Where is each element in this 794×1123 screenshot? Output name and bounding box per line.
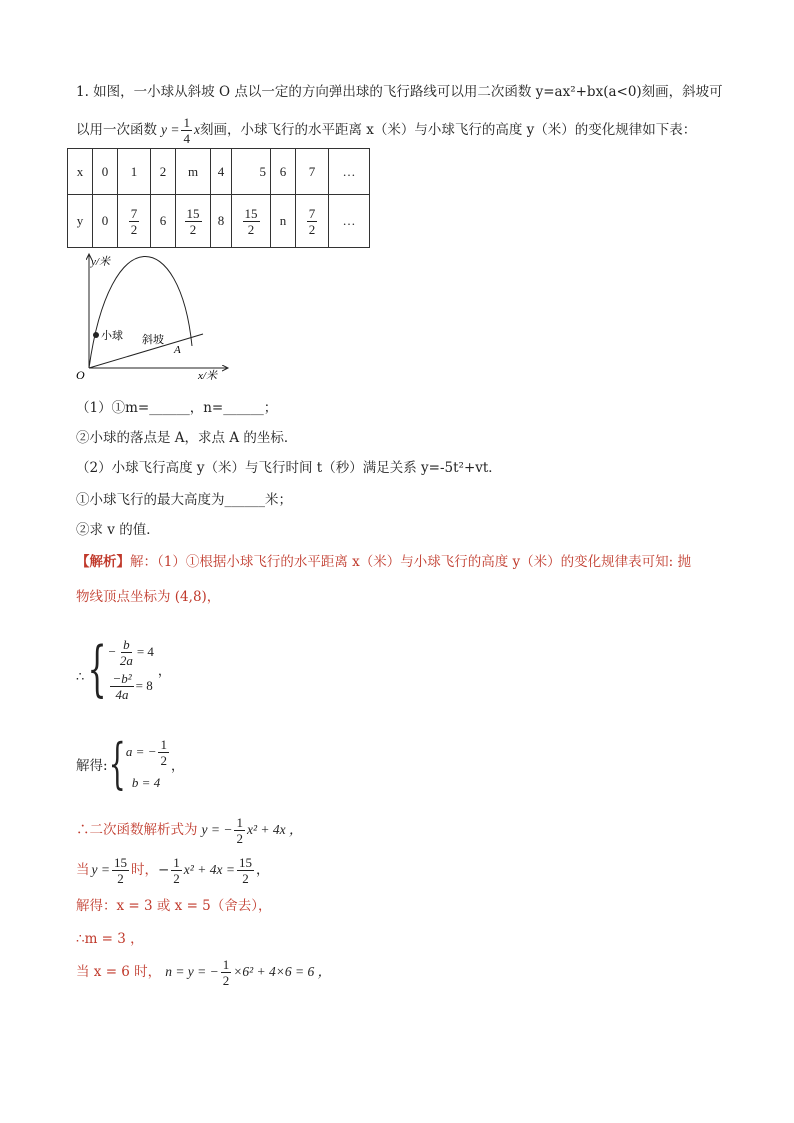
- left-brace: {: [87, 634, 107, 704]
- y-axis-label: y/米: [91, 256, 110, 268]
- system-1-eq-1: − $\frac{b}{2a}$ = 4: [108, 636, 154, 668]
- function-result-line: ∴二次函数解析式为 y = − $\frac{1}{2}$ x² + 4x ，: [76, 814, 303, 846]
- table-cell: n: [271, 195, 296, 248]
- slope-function-x: x: [193, 122, 200, 137]
- slope-label: 斜坡: [142, 334, 164, 346]
- m-result-line: ∴m = 3 ，: [76, 931, 144, 947]
- table-cell: 1: [118, 149, 151, 195]
- slope-function-y: y =: [161, 122, 180, 137]
- table-row-y: [68, 195, 370, 248]
- equation-system-2: [76, 730, 184, 798]
- system-1-eq-2: $\frac{\text{−b²}}{4a}$ = 8: [112, 670, 153, 702]
- comma: ，: [157, 663, 171, 679]
- table-cell: $\frac{7}{2}$: [296, 195, 329, 248]
- question-2-1: ①小球飞行的最大高度为______米；: [76, 492, 292, 508]
- ball-point: [93, 332, 99, 338]
- table-cell: $\frac{15}{2}$: [232, 195, 271, 248]
- table-cell: 0: [93, 149, 118, 195]
- solution-line-1: [76, 552, 691, 572]
- system-2-eq-2: b = 4: [131, 775, 161, 790]
- problem-line-2: [76, 110, 696, 150]
- table-cell: 6: [151, 195, 176, 248]
- table-cell: x: [68, 149, 93, 195]
- solve-x-line: 解得：x = 3 或 x = 5（舍去），: [76, 898, 272, 914]
- problem-line-2-post: 刻画，小球飞行的水平距离 x（米）与小球飞行的高度 y（米）的变化规律如下表：: [199, 122, 697, 138]
- solution-line-2: 物线顶点坐标为 (4,8)，: [76, 589, 221, 605]
- x-axis-label: x/米: [198, 370, 217, 382]
- data-table: [67, 148, 370, 248]
- left-brace: {: [108, 732, 126, 795]
- question-1-2: ②小球的落点是 A，求点 A 的坐标．: [76, 430, 298, 446]
- slope-function-fraction: [181, 115, 192, 146]
- frac-numerator: 1: [183, 114, 190, 130]
- solution-text-1: 解：（1）①根据小球飞行的水平距离 x（米）与小球飞行的高度 y（米）的变化规律表可知: 抛: [130, 554, 692, 570]
- table-cell: 4: [211, 149, 232, 195]
- question-2: （2）小球飞行高度 y（米）与飞行时间 t（秒）满足关系 y=-5t²+vt．: [76, 460, 502, 476]
- equation-system-1: [76, 626, 171, 712]
- problem-line-1: 1. 如图，一小球从斜坡 O 点以一定的方向弹出球的飞行路线可以用二次函数 y=ax²+bx(a<0)刻画，斜坡可: [76, 84, 723, 100]
- table-cell: 7: [296, 149, 329, 195]
- table-cell: m: [176, 149, 211, 195]
- point-a-label: A: [174, 344, 181, 356]
- table-cell: y: [68, 195, 93, 248]
- table-cell: …: [329, 149, 370, 195]
- table-cell: 2: [151, 149, 176, 195]
- frac-denominator: 4: [183, 130, 190, 146]
- table-cell: 6: [271, 149, 296, 195]
- therefore-symbol: ∴: [76, 669, 85, 685]
- question-1-1: （1）①m=______，n=______；: [76, 400, 278, 416]
- system-2-eq-1: a = − $\frac{1}{2}$: [125, 736, 167, 768]
- table-cell: $\frac{7}{2}$: [118, 195, 151, 248]
- table-cell: 8: [211, 195, 232, 248]
- substitute-line: 当 y = $\frac{15}{2}$ 时， − $\frac{1}{2}$ x² + 4x = $\frac{15}{2}$ ，: [76, 854, 270, 886]
- ball-label: 小球: [101, 330, 123, 342]
- comma: ，: [170, 758, 184, 774]
- system-1-equations: [108, 635, 153, 703]
- table-row-x: [68, 149, 370, 195]
- table-cell: 5: [232, 149, 271, 195]
- n-result-line: 当 x = 6 时， n = y = − $\frac{1}{2}$ ×6² + 4×6 = 6 ，: [76, 956, 332, 988]
- system-2-equations: [126, 733, 171, 795]
- origin-label: O: [76, 368, 85, 382]
- analysis-tag: 【解析】: [76, 554, 130, 570]
- trajectory-figure: [70, 248, 240, 388]
- problem-line-2-pre: 以用一次函数: [76, 122, 157, 138]
- table-cell: 0: [93, 195, 118, 248]
- solve-label: 解得:: [76, 758, 108, 774]
- table-cell: $\frac{15}{2}$: [176, 195, 211, 248]
- question-2-2: ②求 v 的值．: [76, 522, 160, 538]
- table-cell: …: [329, 195, 370, 248]
